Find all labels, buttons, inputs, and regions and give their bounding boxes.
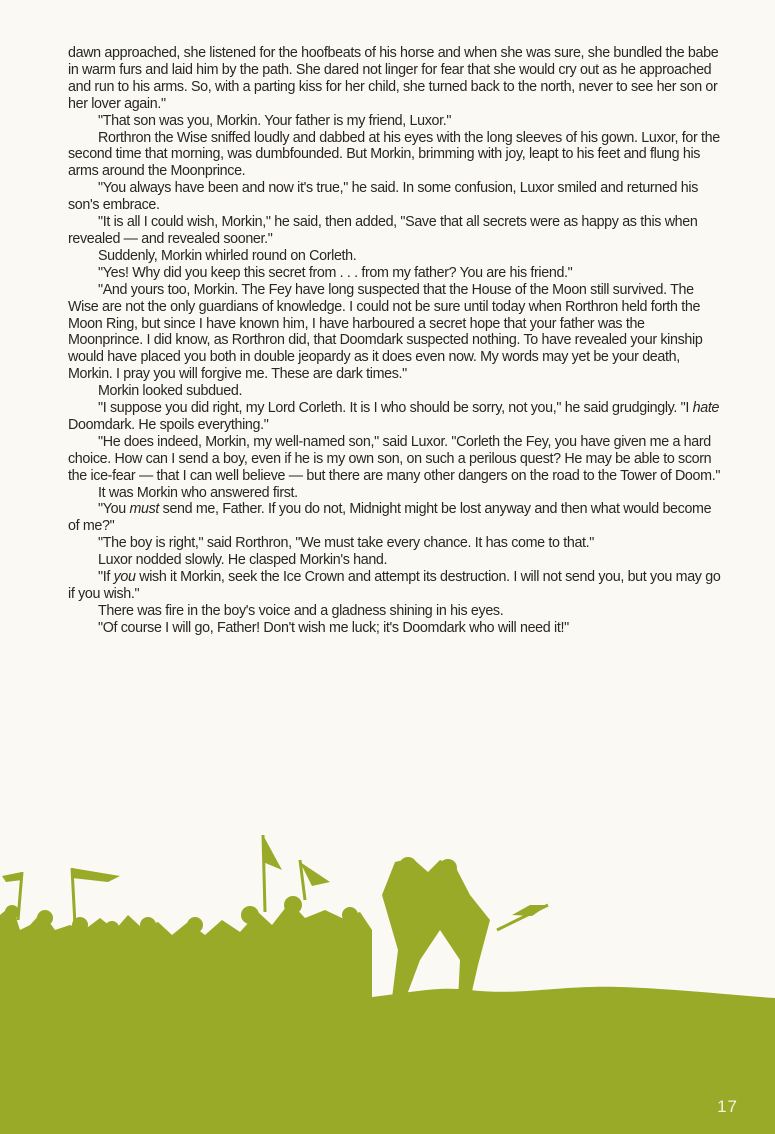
paragraph-text: Suddenly, Morkin whirled round on Corleth.	[98, 247, 357, 264]
paragraph-text: "You	[98, 501, 130, 518]
paragraph-text: Luxor nodded slowly. He clasped Morkin's hand.	[98, 552, 388, 569]
paragraph-text: It was Morkin who answered first.	[98, 484, 298, 501]
emphasis-text: hate	[692, 400, 720, 417]
paragraph-text: Doomdark. He spoils everything."	[68, 416, 269, 433]
paragraph-text: Morkin looked subdued.	[98, 383, 243, 400]
paragraph-text: send me, Father. If you do not, Midnight might be lost anyway and then what would become of me?"	[68, 501, 712, 535]
emphasis-text: must	[129, 501, 160, 518]
emphasis-text: you	[113, 569, 136, 586]
paragraph-text: wish it Morkin, seek the Ice Crown and attempt its destruction. I will not send you, but you may go if you wish."	[68, 569, 721, 602]
paragraph-text: There was fire in the boy's voice and a gladness shining in his eyes.	[98, 602, 504, 619]
paragraph-text: "The boy is right," said Rorthron, "We must take every chance. It has come to that."	[98, 535, 595, 552]
paragraph-text: dawn approached, she listened for the hoofbeats of his horse and when she was sure, she bundled the babe in warm furs and laid him by the path. She dared not linger for fear that she would cry out as he approached and run to his arms. So, with a parting kiss for her child, she turned back to the north, never to see her son or her lover again."	[68, 45, 719, 112]
paragraph-text: "And yours too, Morkin. The Fey have long suspected that the House of the Moon still survived. The Wise are not the only guardians of knowledge. I could not be sure until today when Rorthron held forth the Moon Ring, but since I have known him, I have harboured a secret hope that your father was the Moonprince. I did know, as Rorthron did, that Doomdark suspected nothing. To have revealed your kinship would have placed you both in double jeopardy as it does even now. My words may yet be your death, Morkin. I pray you will forgive me. These are dark times."	[68, 281, 703, 383]
paragraph-text: "That son was you, Morkin. Your father is my friend, Luxor."	[98, 112, 452, 129]
paragraph-text: "Of course I will go, Father! Don't wish me luck; it's Doomdark who will need it!"	[98, 619, 569, 636]
paragraph-text: "You always have been and now it's true," he said. In some confusion, Luxor smiled and returned his son's embrace.	[68, 180, 698, 214]
paragraph-text: "Yes! Why did you keep this secret from . . . from my father? You are his friend."	[98, 264, 573, 281]
paragraph-text: "It is all I could wish, Morkin," he said, then added, "Save that all secrets were as happy as this when revealed — and revealed sooner."	[68, 214, 698, 247]
paragraph-text: "I suppose you did right, my Lord Corleth. It is I who should be sorry, not you," he said grudgingly. "I	[98, 400, 693, 417]
paragraph-text: "He does indeed, Morkin, my well-named son," said Luxor. "Corleth the Fey, you have given me a hard choice. How can I send a boy, even if he is my own son, on such a perilous quest? He may be able to scorn the ice-fear — that I can well believe — but there are many other dangers on the road to the Tower of Doom."	[68, 433, 721, 484]
page-number: 17	[717, 1097, 738, 1116]
paragraph-text: "If	[98, 569, 114, 586]
paragraph-text: Rorthron the Wise sniffed loudly and dabbed at his eyes with the long sleeves of his gown. Luxor, for the second time that morning, was dumbfounded. But Morkin, brimming with joy, leapt to his feet and flung his arms around the Moonprince.	[68, 129, 720, 180]
